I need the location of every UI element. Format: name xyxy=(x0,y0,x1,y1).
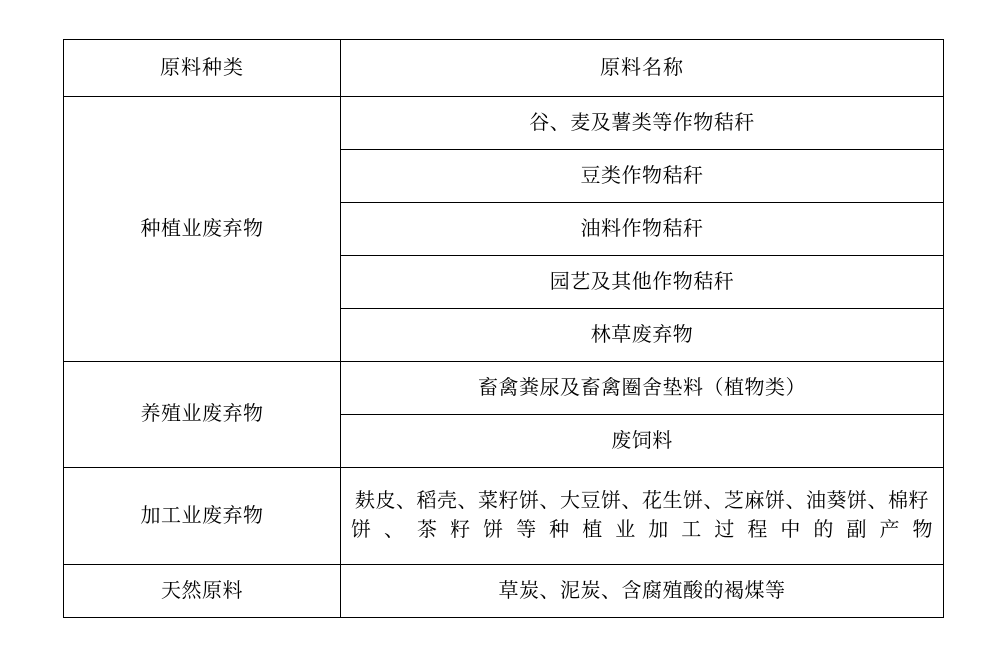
material-type-cell: 种植业废弃物 xyxy=(64,97,341,362)
material-table-container xyxy=(63,39,943,618)
material-type-cell: 养殖业废弃物 xyxy=(64,362,341,468)
column-header-material-name: 原料名称 xyxy=(341,40,944,97)
table-row xyxy=(64,362,944,415)
table-header xyxy=(64,40,944,97)
table-row xyxy=(64,97,944,150)
material-name-cell: 油料作物秸秆 xyxy=(341,203,944,256)
material-type-cell: 天然原料 xyxy=(64,565,341,618)
material-name-cell: 麸皮、稻壳、菜籽饼、大豆饼、花生饼、芝麻饼、油葵饼、棉籽饼、茶籽饼等种植业加工过程中的副产物 xyxy=(341,468,944,565)
material-table xyxy=(63,39,944,618)
material-name-cell: 草炭、泥炭、含腐殖酸的褐煤等 xyxy=(341,565,944,618)
table-header-row xyxy=(64,40,944,97)
material-name-cell: 谷、麦及薯类等作物秸秆 xyxy=(341,97,944,150)
table-row xyxy=(64,468,944,565)
table-row xyxy=(64,565,944,618)
material-name-cell: 园艺及其他作物秸秆 xyxy=(341,256,944,309)
table-body xyxy=(64,97,944,618)
material-name-cell: 豆类作物秸秆 xyxy=(341,150,944,203)
material-name-cell: 废饲料 xyxy=(341,415,944,468)
column-header-material-type: 原料种类 xyxy=(64,40,341,97)
material-name-cell: 畜禽粪尿及畜禽圈舍垫料（植物类） xyxy=(341,362,944,415)
material-type-cell: 加工业废弃物 xyxy=(64,468,341,565)
material-name-cell: 林草废弃物 xyxy=(341,309,944,362)
